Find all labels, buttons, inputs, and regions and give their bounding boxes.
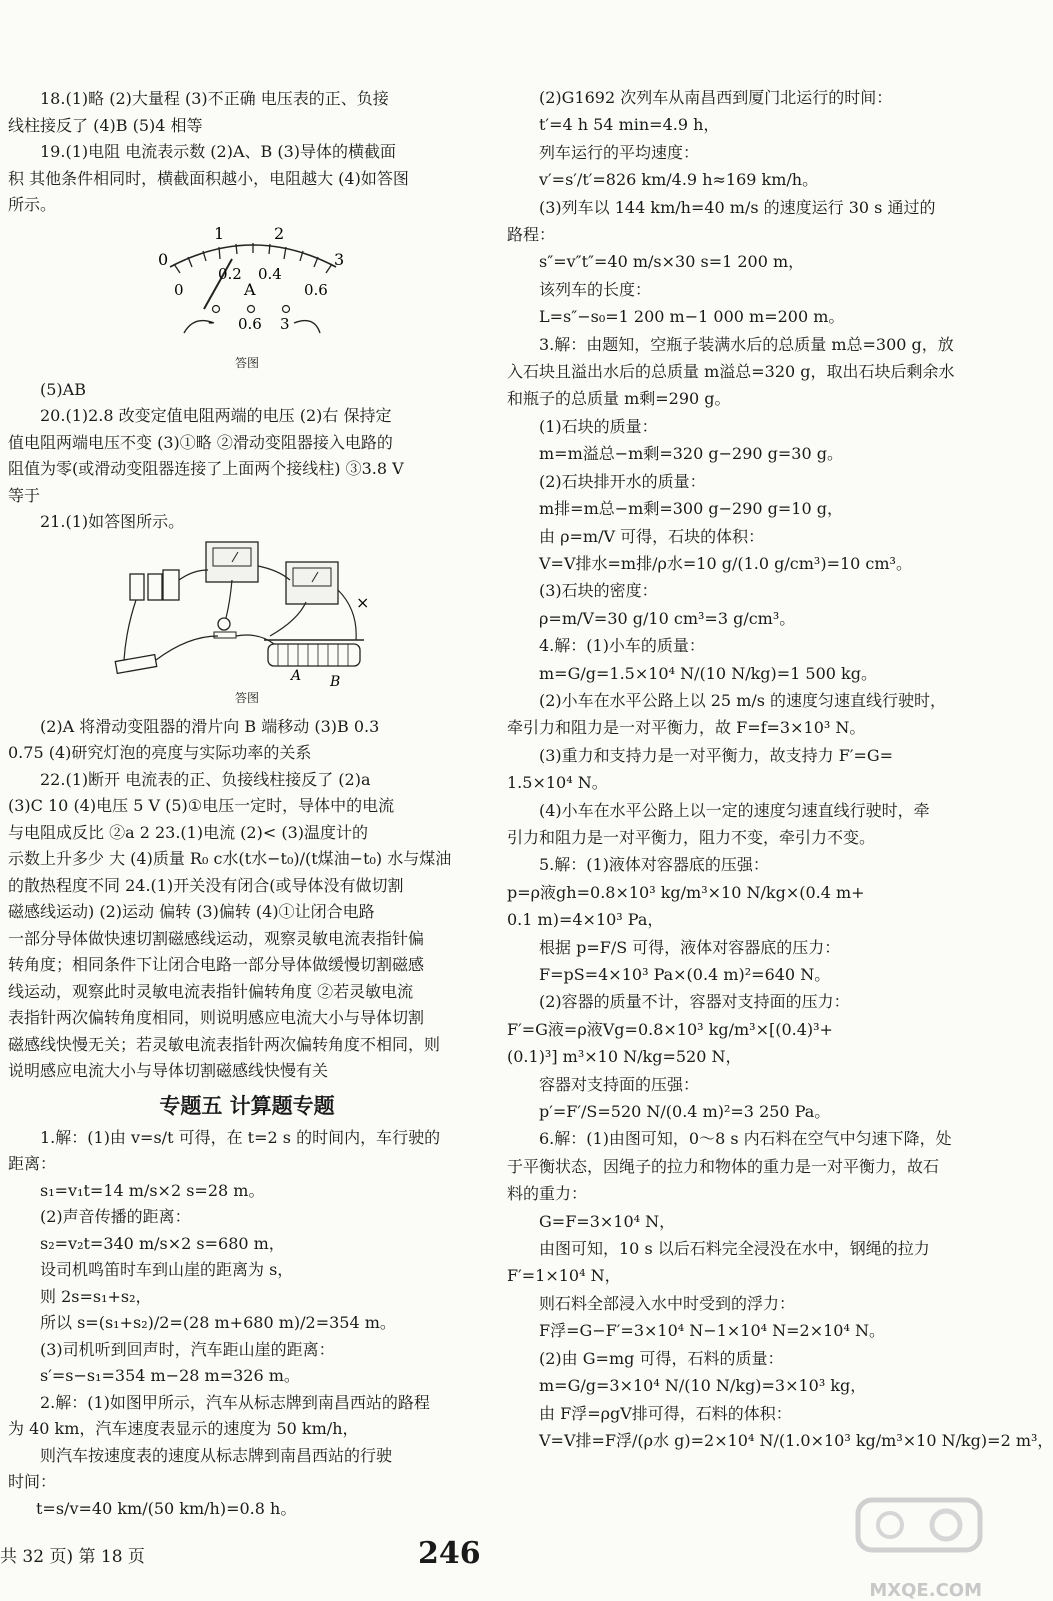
- answer-line: F′=G液=ρ液Vg=0.8×10³ kg/m³×[(0.4)³+: [507, 1019, 833, 1039]
- answer-line: 20.(1)2.8 改变定值电阻两端的电压 (2)右 保持定: [40, 406, 392, 425]
- answer-line: p=ρ液gh=0.8×10³ kg/m³×10 N/kg×(0.4 m+: [507, 882, 865, 902]
- scale-bottom-2: 0.6: [304, 280, 328, 299]
- answer-line: 与电阻成反比 ②a 2 23.(1)电流 (2)< (3)温度计的: [8, 822, 368, 842]
- page-number: 246: [418, 1536, 481, 1571]
- answer-line: 3.解：由题知，空瓶子装满水后的总质量 m总=300 g，放: [539, 334, 954, 354]
- answer-line: 距离：: [8, 1154, 57, 1173]
- answer-line: 则 2s=s₁+s₂，: [40, 1286, 152, 1306]
- scale-bottom-1: 0.4: [258, 264, 282, 283]
- answer-line: m=m溢总−m剩=320 g−290 g=30 g。: [539, 444, 843, 464]
- answer-line: 由 ρ=m/V 可得，石块的体积：: [539, 526, 765, 546]
- answer-line: s′=s−s₁=354 m−28 m=326 m。: [40, 1366, 300, 1385]
- scale-top-0: 0: [158, 249, 169, 269]
- answer-line: 5.解：(1)液体对容器底的压强：: [539, 855, 769, 875]
- circuit-diagram: [8, 540, 486, 690]
- answer-line: L=s″−s₀=1 200 m−1 000 m=200 m。: [539, 307, 845, 327]
- answer-line: (2)G1692 次列车从南昌西到厦门北运行的时间：: [539, 88, 893, 107]
- answer-line: 路程：: [507, 225, 556, 245]
- terminal-label-3: 3: [280, 314, 290, 333]
- answer-line: m=G/g=1.5×10⁴ N/(10 N/kg)=1 500 kg。: [539, 663, 877, 683]
- figure-caption: 答图: [234, 690, 259, 705]
- rheostat-label-a: A: [291, 667, 302, 684]
- answer-line: 积 其他条件相同时，横截面积越小，电阻越大 (4)如答图: [8, 168, 409, 188]
- answer-line: t′=4 h 54 min=4.9 h，: [539, 115, 720, 135]
- answer-line: 入石块且溢出水后的总质量 m溢总=320 g，取出石块后剩余水: [507, 362, 955, 382]
- answer-line: 2.解：(1)如图甲所示，汽车从标志牌到南昌西站的路程: [40, 1392, 430, 1412]
- answer-line: 一部分导体做快速切割磁感线运动，观察灵敏电流表指针偏: [8, 928, 425, 948]
- answer-line: 设司机鸣笛时车到山崖的距离为 s，: [40, 1260, 294, 1279]
- terminal-3: [283, 305, 290, 312]
- answer-line: 转角度；相同条件下让闭合电路一部分导体做缓慢切割磁感: [8, 955, 425, 974]
- scale-top-2: 2: [274, 223, 285, 243]
- scale-top-1: 1: [214, 223, 225, 243]
- scale-top-3: 3: [334, 249, 345, 269]
- answer-line: 0.1 m)=4×10³ Pa，: [507, 910, 664, 930]
- answer-line: 为 40 km，汽车速度表显示的速度为 50 km/h，: [8, 1419, 359, 1438]
- answer-line: (2)石块排开水的质量：: [539, 471, 706, 491]
- right-column: [507, 84, 1053, 1454]
- answer-line: 22.(1)断开 电流表的正、负接线柱接反了 (2)a: [40, 769, 371, 789]
- section-title: 专题五 计算题专题: [159, 1093, 335, 1118]
- answer-line: V=V排=F浮/(ρ水 g)=2×10⁴ N/(1.0×10³ kg/m³×10 N/kg)=2 m³，: [539, 1430, 1053, 1450]
- answer-line: 线运动，观察此时灵敏电流表指针偏转角度 ②若灵敏电流: [8, 981, 414, 1001]
- scale-bottom-0: 0.2: [218, 264, 242, 283]
- terminal-06: [248, 305, 255, 312]
- answer-line: s″=v″t″=40 m/s×30 s=1 200 m，: [539, 252, 805, 272]
- terminal-label-06: 0.6: [238, 314, 262, 333]
- terminal-neg: [213, 305, 220, 312]
- answer-line: 容器对支持面的压强：: [539, 1074, 700, 1094]
- answer-line: (3)列车以 144 km/h=40 m/s 的速度运行 30 s 通过的: [539, 197, 936, 217]
- page-footer: [0, 1536, 996, 1601]
- answer-line: 0.75 (4)研究灯泡的亮度与实际功率的关系: [8, 743, 312, 762]
- answer-line: F浮=G−F′=3×10⁴ N−1×10⁴ N=2×10⁴ N。: [539, 1321, 885, 1341]
- answer-line: (1)石块的质量：: [539, 416, 658, 436]
- answer-line: 磁感线运动) (2)运动 偏转 (3)偏转 (4)①让闭合电路: [8, 902, 375, 921]
- answer-line: (2)由 G=mg 可得，石料的质量：: [539, 1348, 784, 1368]
- svg-text:×: ×: [356, 592, 370, 612]
- answer-line: v′=s′/t′=826 km/4.9 h≈169 km/h。: [539, 170, 819, 190]
- answer-line: (3)司机听到回声时，汽车距山崖的距离：: [40, 1339, 335, 1359]
- answer-line: m=G/g=3×10⁴ N/(10 N/kg)=3×10³ kg，: [539, 1376, 867, 1396]
- answer-line: 6.解：(1)由图可知，0～8 s 内石料在空气中匀速下降，处: [539, 1129, 952, 1149]
- page-count-label: 共 32 页) 第 18 页: [0, 1547, 145, 1567]
- answer-line: 列车运行的平均速度：: [539, 142, 700, 162]
- answer-line: (5)AB: [40, 379, 86, 399]
- watermark-logo-icon: [854, 1498, 984, 1588]
- answer-line: 的散热程度不同 24.(1)开关没有闭合(或导体没有做切割: [8, 875, 404, 895]
- answer-line: 表指针两次偏转角度相同，则说明感应电流大小与导体切割: [8, 1008, 425, 1027]
- answer-line: (2)声音传播的距离：: [40, 1207, 191, 1226]
- answer-line: 19.(1)电阻 电流表示数 (2)A、B (3)导体的横截面: [40, 142, 397, 161]
- left-column: [8, 86, 486, 1522]
- answer-line: p′=F′/S=520 N/(0.4 m)²=3 250 Pa。: [539, 1102, 831, 1122]
- answer-line: (2)小车在水平公路上以 25 m/s 的速度匀速直线行驶时，: [539, 690, 947, 710]
- answer-line: m排=m总−m剩=300 g−290 g=10 g，: [539, 499, 843, 519]
- answer-line: ρ=m/V=30 g/10 cm³=3 g/cm³。: [539, 608, 796, 628]
- unit-label: A: [244, 279, 256, 299]
- answer-line: 所示。: [8, 195, 57, 214]
- answer-line: 21.(1)如答图所示。: [40, 512, 185, 531]
- ammeter-diagram: [8, 223, 486, 355]
- answer-line: (0.1)³] m³×10 N/kg=520 N，: [507, 1047, 742, 1067]
- answer-line: 线柱接反了 (4)B (5)4 相等: [8, 115, 203, 135]
- answer-line: s₁=v₁t=14 m/s×2 s=28 m。: [40, 1180, 265, 1200]
- answer-line: 示数上升多少 大 (4)质量 R₀ c水(t水−t₀)/(t煤油−t₀) 水与煤油: [8, 849, 452, 868]
- answer-line: (2)A 将滑动变阻器的滑片向 B 端移动 (3)B 0.3: [40, 716, 380, 736]
- answer-line: F′=1×10⁴ N，: [507, 1266, 621, 1286]
- answer-line: (3)石块的密度：: [539, 581, 658, 601]
- answer-line: (4)小车在水平公路上以一定的速度匀速直线行驶时，牵: [539, 800, 930, 820]
- answer-line: 1.解：(1)由 v=s/t 可得，在 t=2 s 的时间内，车行驶的: [40, 1127, 441, 1147]
- answer-line: 18.(1)略 (2)大量程 (3)不正确 电压表的正、负接: [40, 89, 389, 108]
- answer-line: 该列车的长度：: [539, 279, 652, 299]
- answer-line: 时间：: [8, 1472, 57, 1491]
- answer-line: (2)容器的质量不计，容器对支持面的压力：: [539, 992, 850, 1012]
- circuit-figure: [8, 540, 486, 710]
- answer-line: 料的重力：: [507, 1184, 588, 1204]
- ammeter-figure: [8, 223, 486, 373]
- figure-caption: 答图: [234, 355, 259, 370]
- scale-zero-left: 0: [174, 280, 184, 299]
- answer-line: (3)C 10 (4)电压 5 V (5)①电压一定时，导体中的电流: [8, 796, 395, 815]
- rheostat-label-b: B: [330, 673, 341, 690]
- answer-line: 1.5×10⁴ N。: [507, 773, 608, 793]
- answer-line: 于平衡状态，因绳子的拉力和物体的重力是一对平衡力，故石: [507, 1156, 940, 1176]
- answer-line: t=s/v=40 km/(50 km/h)=0.8 h。: [36, 1498, 297, 1518]
- answer-line: 值电阻两端电压不变 (3)①略 ②滑动变阻器接入电路的: [8, 432, 393, 452]
- answer-line: 和瓶子的总质量 m剩=290 g。: [507, 389, 731, 409]
- answer-line: 说明感应电流大小与导体切割磁感线快慢有关: [8, 1061, 329, 1080]
- answer-line: 阻值为零(或滑动变阻器连接了上面两个接线柱) ③3.8 V: [8, 459, 404, 478]
- answer-line: V=V排水=m排/ρ水=10 g/(1.0 g/cm³)=10 cm³。: [539, 553, 912, 573]
- answer-line: 根据 p=F/S 可得，液体对容器底的压力：: [539, 937, 841, 957]
- terminal-label-neg: -: [208, 311, 214, 331]
- answer-line: G=F=3×10⁴ N，: [539, 1211, 676, 1231]
- answer-line: 4.解：(1)小车的质量：: [539, 636, 705, 656]
- answer-line: 所以 s=(s₁+s₂)/2=(28 m+680 m)/2=354 m。: [40, 1313, 396, 1332]
- answer-line: 等于: [8, 485, 41, 505]
- answer-line: s₂=v₂t=340 m/s×2 s=680 m，: [40, 1233, 285, 1253]
- answer-line: 由图可知，10 s 以后石料完全浸没在水中，钢绳的拉力: [539, 1239, 930, 1259]
- answer-line: 由 F浮=ρgV排可得，石料的体积：: [539, 1403, 792, 1423]
- answer-line: 则石料全部浸入水中时受到的浮力：: [539, 1293, 796, 1313]
- answer-line: F=pS=4×10³ Pa×(0.4 m)²=640 N。: [539, 965, 831, 984]
- answer-line: (3)重力和支持力是一对平衡力，故支持力 F′=G=: [539, 745, 894, 765]
- answer-line: 牵引力和阻力是一对平衡力，故 F=f=3×10³ N。: [507, 718, 866, 738]
- watermark-text: MXQE.COM: [869, 1580, 982, 1601]
- answer-line: 磁感线快慢无关；若灵敏电流表指针两次偏转角度不相同，则: [8, 1034, 441, 1054]
- answer-line: 则汽车按速度表的速度从标志牌到南昌西站的行驶: [40, 1445, 393, 1465]
- answer-line: 引力和阻力是一对平衡力，阻力不变，牵引力不变。: [507, 827, 876, 847]
